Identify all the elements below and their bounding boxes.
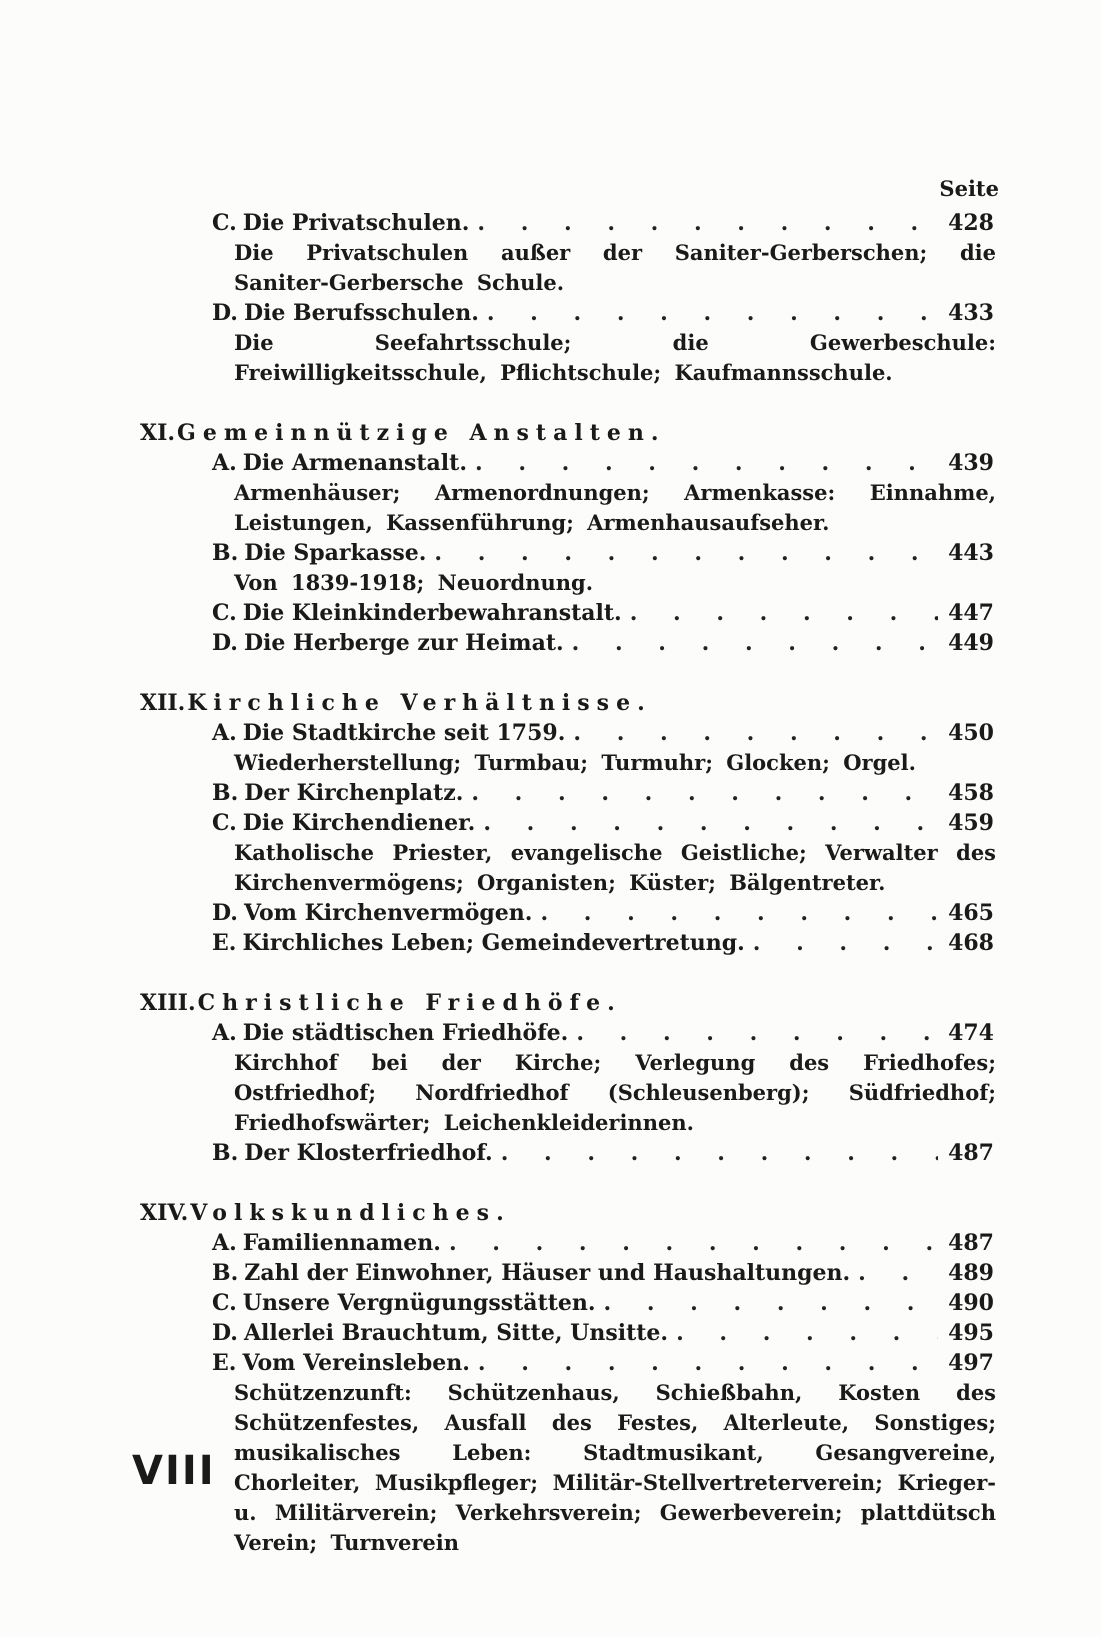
toc-entry bbox=[140, 898, 1000, 928]
entry-letter: D. bbox=[212, 1320, 238, 1346]
section-title: Christliche Friedhöfe. bbox=[197, 990, 622, 1016]
entry-letter: C. bbox=[212, 210, 237, 236]
toc-section bbox=[140, 418, 1000, 658]
entry-page-number: 487 bbox=[948, 1140, 994, 1166]
entry-letter: A. bbox=[212, 1020, 237, 1046]
toc-entry bbox=[140, 298, 1000, 328]
entry-page-number: 489 bbox=[948, 1260, 994, 1286]
entry-letter: A. bbox=[212, 1230, 237, 1256]
dot-leader bbox=[572, 628, 938, 658]
toc-entry bbox=[140, 928, 1000, 958]
entry-page-number: 459 bbox=[948, 810, 994, 836]
entry-description: Die Privatschulen außer der Saniter-Gerberschen; die Saniter-Gerbersche Schule. bbox=[234, 240, 996, 295]
toc-entry bbox=[140, 1348, 1000, 1378]
toc-entry bbox=[140, 208, 1000, 238]
toc-entry bbox=[140, 1318, 1000, 1348]
entry-label: Der Klosterfriedhof. bbox=[244, 1140, 493, 1166]
dot-leader bbox=[676, 1318, 938, 1348]
entry-page-number: 490 bbox=[948, 1290, 994, 1316]
entry-page-number: 439 bbox=[948, 450, 994, 476]
entry-page-number: 443 bbox=[948, 540, 994, 566]
section-number: XI. bbox=[140, 420, 176, 446]
entry-label: Die Armenanstalt. bbox=[242, 450, 467, 476]
dot-leader bbox=[471, 778, 938, 808]
entry-description: Kirchhof bei der Kirche; Verlegung des Friedhofes; Ostfriedhof; Nordfriedhof (Schleusenberg); Südfriedhof; Friedhofswärter; Leichenkleiderinnen. bbox=[234, 1050, 996, 1135]
entry-page-number: 487 bbox=[948, 1230, 994, 1256]
entry-letter: C. bbox=[212, 810, 237, 836]
entry-letter: A. bbox=[212, 720, 237, 746]
entry-letter: C. bbox=[212, 600, 237, 626]
table-of-contents bbox=[140, 208, 1000, 1558]
entry-page-number: 458 bbox=[948, 780, 994, 806]
toc-entry bbox=[140, 598, 1000, 628]
toc-entry bbox=[140, 1258, 1000, 1288]
dot-leader bbox=[449, 1228, 938, 1258]
entry-description: Armenhäuser; Armenordnungen; Armenkasse: Einnahme, Leistungen, Kassenführung; Armenhausaufseher. bbox=[234, 480, 996, 535]
toc-entry bbox=[140, 538, 1000, 568]
entry-letter: B. bbox=[212, 1260, 239, 1286]
page-column-heading: Seite bbox=[939, 176, 999, 201]
dot-leader bbox=[540, 898, 938, 928]
entry-label: Vom Kirchenvermögen. bbox=[243, 900, 533, 926]
toc-entry bbox=[140, 448, 1000, 478]
entry-label: Vom Vereinsleben. bbox=[242, 1350, 470, 1376]
section-title: Gemeinnützige Anstalten. bbox=[177, 420, 666, 446]
entry-letter: B. bbox=[212, 1140, 239, 1166]
toc-entry bbox=[140, 1288, 1000, 1318]
toc-entry bbox=[140, 1018, 1000, 1048]
dot-leader bbox=[501, 1138, 938, 1168]
entry-letter: D. bbox=[212, 900, 238, 926]
entry-letter: C. bbox=[212, 1290, 237, 1316]
entry-letter: B. bbox=[212, 780, 239, 806]
entry-page-number: 474 bbox=[948, 1020, 994, 1046]
entry-label: Die Kirchendiener. bbox=[242, 810, 476, 836]
dot-leader bbox=[630, 598, 938, 628]
entry-label: Zahl der Einwohner, Häuser und Haushaltungen. bbox=[244, 1260, 851, 1286]
entry-page-number: 495 bbox=[948, 1320, 994, 1346]
entry-label: Die Privatschulen. bbox=[242, 210, 470, 236]
dot-leader bbox=[475, 448, 938, 478]
entry-description: Schützenzunft: Schützenhaus, Schießbahn, Kosten des Schützenfestes, Ausfall des Festes, Alterleute, Sonstiges; musikalisches Leben: Stadtmusikant, Gesangvereine, Chorleiter, Musikpfleger; Militär-Stellvertreterverein; Krieger- u. Militärverein; Verkehrsverein; Gewerbeverein; plattdütsch Verein; Turnverein bbox=[234, 1380, 996, 1555]
toc-section bbox=[140, 988, 1000, 1168]
entry-label: Die Berufsschulen. bbox=[243, 300, 479, 326]
toc-entry bbox=[140, 1138, 1000, 1168]
entry-page-number: 449 bbox=[948, 630, 994, 656]
dot-leader bbox=[483, 808, 938, 838]
entry-letter: D. bbox=[212, 300, 238, 326]
entry-label: Die Kleinkinderbewahranstalt. bbox=[242, 600, 622, 626]
dot-leader bbox=[487, 298, 938, 328]
section-title: Volkskundliches. bbox=[190, 1200, 511, 1226]
toc-entry bbox=[140, 808, 1000, 838]
entry-page-number: 497 bbox=[948, 1350, 994, 1376]
section-heading bbox=[140, 688, 1000, 718]
dot-leader bbox=[858, 1258, 938, 1288]
section-number: XIV. bbox=[140, 1200, 189, 1226]
folio-number: VIII bbox=[132, 1448, 216, 1494]
entry-page-number: 450 bbox=[948, 720, 994, 746]
toc-entry bbox=[140, 628, 1000, 658]
entry-page-number: 465 bbox=[948, 900, 994, 926]
dot-leader bbox=[434, 538, 938, 568]
toc-section bbox=[140, 208, 1000, 388]
entry-label: Unsere Vergnügungsstätten. bbox=[242, 1290, 596, 1316]
toc-section bbox=[140, 1198, 1000, 1558]
dot-leader bbox=[573, 718, 938, 748]
dot-leader bbox=[477, 208, 938, 238]
entry-description: Die Seefahrtsschule; die Gewerbeschule: Freiwilligkeitsschule, Pflichtschule; Kaufmannsschule. bbox=[234, 330, 996, 385]
entry-label: Kirchliches Leben; Gemeindevertretung. bbox=[242, 930, 745, 956]
entry-letter: D. bbox=[212, 630, 238, 656]
section-title: Kirchliche Verhältnisse. bbox=[187, 690, 652, 716]
entry-letter: E. bbox=[212, 1350, 237, 1376]
entry-label: Die Herberge zur Heimat. bbox=[243, 630, 564, 656]
entry-page-number: 447 bbox=[948, 600, 994, 626]
toc-section bbox=[140, 688, 1000, 958]
entry-label: Die städtischen Friedhöfe. bbox=[242, 1020, 569, 1046]
entry-letter: B. bbox=[212, 540, 239, 566]
section-number: XII. bbox=[140, 690, 186, 716]
section-heading bbox=[140, 418, 1000, 448]
entry-label: Familiennamen. bbox=[242, 1230, 441, 1256]
section-number: XIII. bbox=[140, 990, 196, 1016]
dot-leader bbox=[576, 1018, 938, 1048]
entry-description: Katholische Priester, evangelische Geistliche; Verwalter des Kirchenvermögens; Organisten; Küster; Bälgentreter. bbox=[234, 840, 996, 895]
toc-entry bbox=[140, 778, 1000, 808]
entry-letter: A. bbox=[212, 450, 237, 476]
dot-leader bbox=[478, 1348, 938, 1378]
toc-entry bbox=[140, 1228, 1000, 1258]
entry-page-number: 428 bbox=[948, 210, 994, 236]
entry-label: Allerlei Brauchtum, Sitte, Unsitte. bbox=[243, 1320, 669, 1346]
section-heading bbox=[140, 1198, 1000, 1228]
dot-leader bbox=[753, 928, 938, 958]
entry-label: Der Kirchenplatz. bbox=[244, 780, 464, 806]
entry-description: Von 1839-1918; Neuordnung. bbox=[234, 570, 594, 595]
entry-description: Wiederherstellung; Turmbau; Turmuhr; Glocken; Orgel. bbox=[234, 750, 916, 775]
entry-label: Die Sparkasse. bbox=[244, 540, 427, 566]
entry-page-number: 433 bbox=[948, 300, 994, 326]
entry-label: Die Stadtkirche seit 1759. bbox=[242, 720, 566, 746]
entry-page-number: 468 bbox=[948, 930, 994, 956]
toc-entry bbox=[140, 718, 1000, 748]
section-heading bbox=[140, 988, 1000, 1018]
entry-letter: E. bbox=[212, 930, 237, 956]
dot-leader bbox=[604, 1288, 939, 1318]
